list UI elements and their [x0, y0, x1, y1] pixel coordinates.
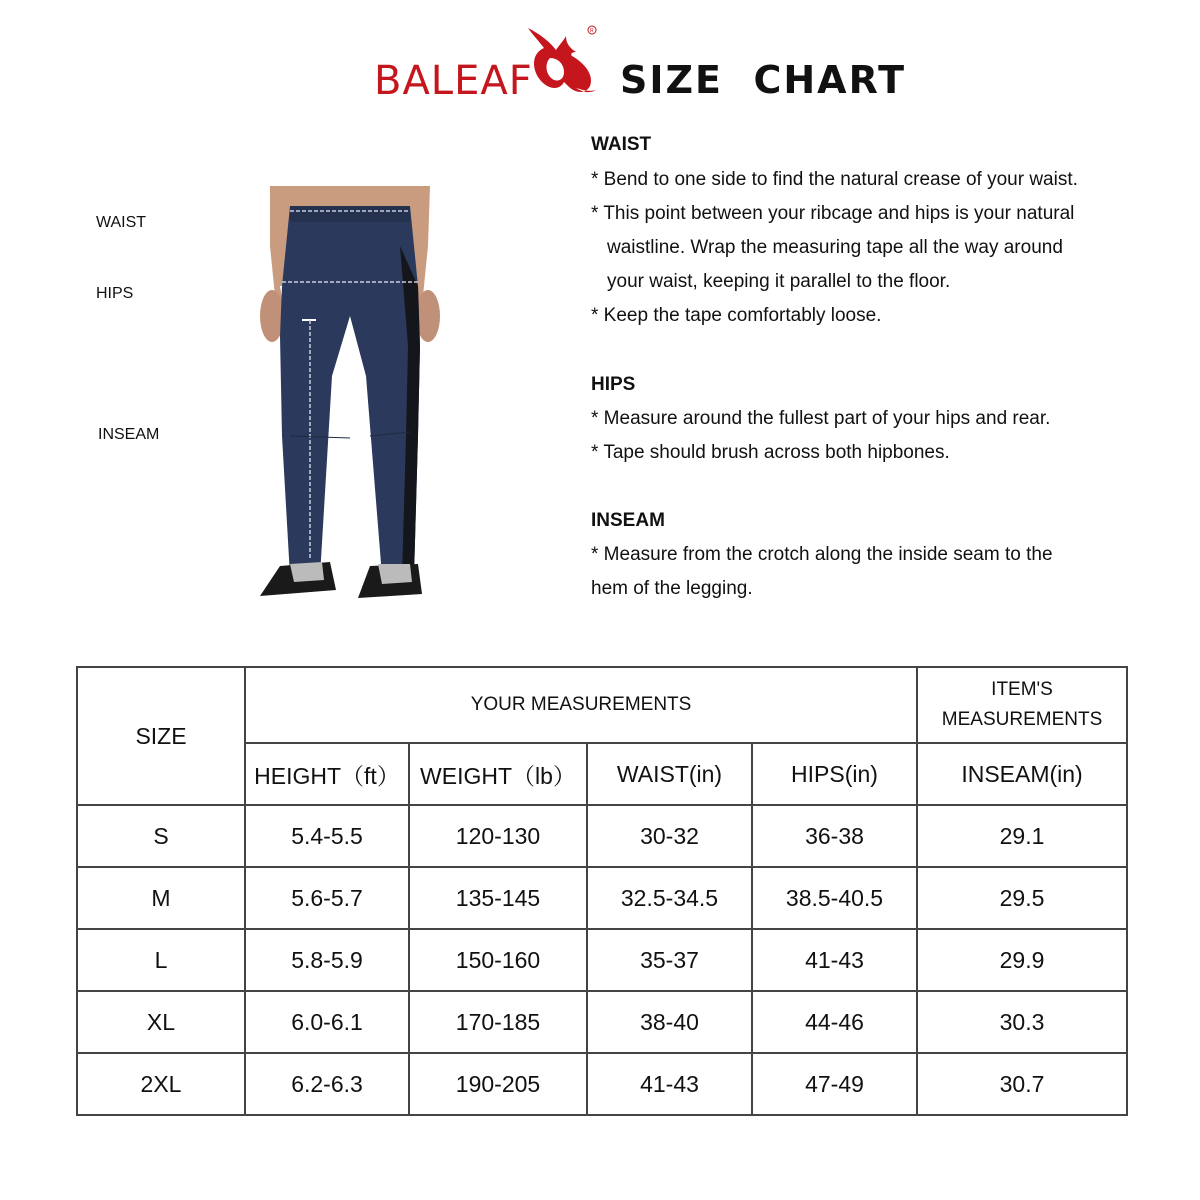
hips-bullet-1: * Measure around the fullest part of your hips and rear. — [591, 408, 1051, 429]
cell-waist: 41-43 — [587, 1053, 752, 1115]
table-row-l — [77, 929, 1127, 991]
column-header-waist: WAIST(in) — [587, 743, 752, 805]
cell-inseam: 29.5 — [917, 867, 1127, 929]
cell-size: 2XL — [77, 1053, 245, 1115]
cell-hips: 41-43 — [752, 929, 917, 991]
cell-waist: 30-32 — [587, 805, 752, 867]
inseam-bullet-1-cont: hem of the legging. — [591, 578, 753, 599]
cell-weight: 120-130 — [409, 805, 587, 867]
waist-bullet-3: * Keep the tape comfortably loose. — [591, 305, 882, 326]
table-row-xl — [77, 991, 1127, 1053]
cell-inseam: 29.9 — [917, 929, 1127, 991]
section-title-hips: HIPS — [591, 374, 636, 395]
cell-height: 5.8-5.9 — [245, 929, 409, 991]
cell-height: 6.0-6.1 — [245, 991, 409, 1053]
cell-height: 5.4-5.5 — [245, 805, 409, 867]
cell-size: M — [77, 867, 245, 929]
waist-bullet-2: * This point between your ribcage and hips is your natural — [591, 203, 1075, 224]
section-title-waist: WAIST — [591, 134, 652, 155]
figure-label-waist: WAIST — [96, 214, 147, 231]
cell-weight: 190-205 — [409, 1053, 587, 1115]
cell-waist: 38-40 — [587, 991, 752, 1053]
baleaf-leaf-logo-icon — [520, 24, 600, 100]
cell-height: 6.2-6.3 — [245, 1053, 409, 1115]
waist-bullet-2-cont: waistline. Wrap the measuring tape all the way around — [607, 237, 1063, 258]
column-header-weight: WEIGHT（lb） — [409, 743, 587, 805]
column-header-height: HEIGHT（ft） — [245, 743, 409, 805]
header-items-line2: MEASUREMENTS — [941, 709, 1103, 730]
pants-model-illustration — [250, 186, 450, 602]
cell-inseam: 30.3 — [917, 991, 1127, 1053]
cell-hips: 47-49 — [752, 1053, 917, 1115]
cell-hips: 38.5-40.5 — [752, 867, 917, 929]
waist-bullet-1: * Bend to one side to find the natural crease of your waist. — [591, 169, 1078, 190]
cell-waist: 35-37 — [587, 929, 752, 991]
size-chart-table — [76, 666, 1128, 1116]
header-your-measurements: YOUR MEASUREMENTS — [245, 667, 917, 743]
figure-label-hips: HIPS — [96, 285, 134, 302]
header-items-line1: ITEM'S — [991, 679, 1053, 700]
cell-size: XL — [77, 991, 245, 1053]
cell-weight: 150-160 — [409, 929, 587, 991]
hips-bullet-2: * Tape should brush across both hipbones. — [591, 442, 950, 463]
table-row-s — [77, 805, 1127, 867]
cell-height: 5.6-5.7 — [245, 867, 409, 929]
cell-size: L — [77, 929, 245, 991]
section-title-inseam: INSEAM — [591, 510, 665, 531]
waist-bullet-2-cont2: your waist, keeping it parallel to the floor. — [607, 271, 951, 292]
cell-inseam: 29.1 — [917, 805, 1127, 867]
page-title: SIZE CHART — [620, 58, 907, 102]
figure-label-inseam: INSEAM — [98, 426, 160, 443]
cell-weight: 135-145 — [409, 867, 587, 929]
cell-size: S — [77, 805, 245, 867]
cell-hips: 36-38 — [752, 805, 917, 867]
table-row-2xl — [77, 1053, 1127, 1115]
cell-weight: 170-185 — [409, 991, 587, 1053]
svg-text:R: R — [590, 28, 594, 34]
inseam-bullet-1: * Measure from the crotch along the inside seam to the — [591, 544, 1053, 565]
table-row-m — [77, 867, 1127, 929]
cell-inseam: 30.7 — [917, 1053, 1127, 1115]
cell-waist: 32.5-34.5 — [587, 867, 752, 929]
header-items-measurements — [917, 667, 1127, 743]
brand-name: BALEAF — [374, 58, 533, 104]
column-header-inseam: INSEAM(in) — [917, 743, 1127, 805]
column-header-hips: HIPS(in) — [752, 743, 917, 805]
header-size: SIZE — [77, 667, 245, 805]
cell-hips: 44-46 — [752, 991, 917, 1053]
